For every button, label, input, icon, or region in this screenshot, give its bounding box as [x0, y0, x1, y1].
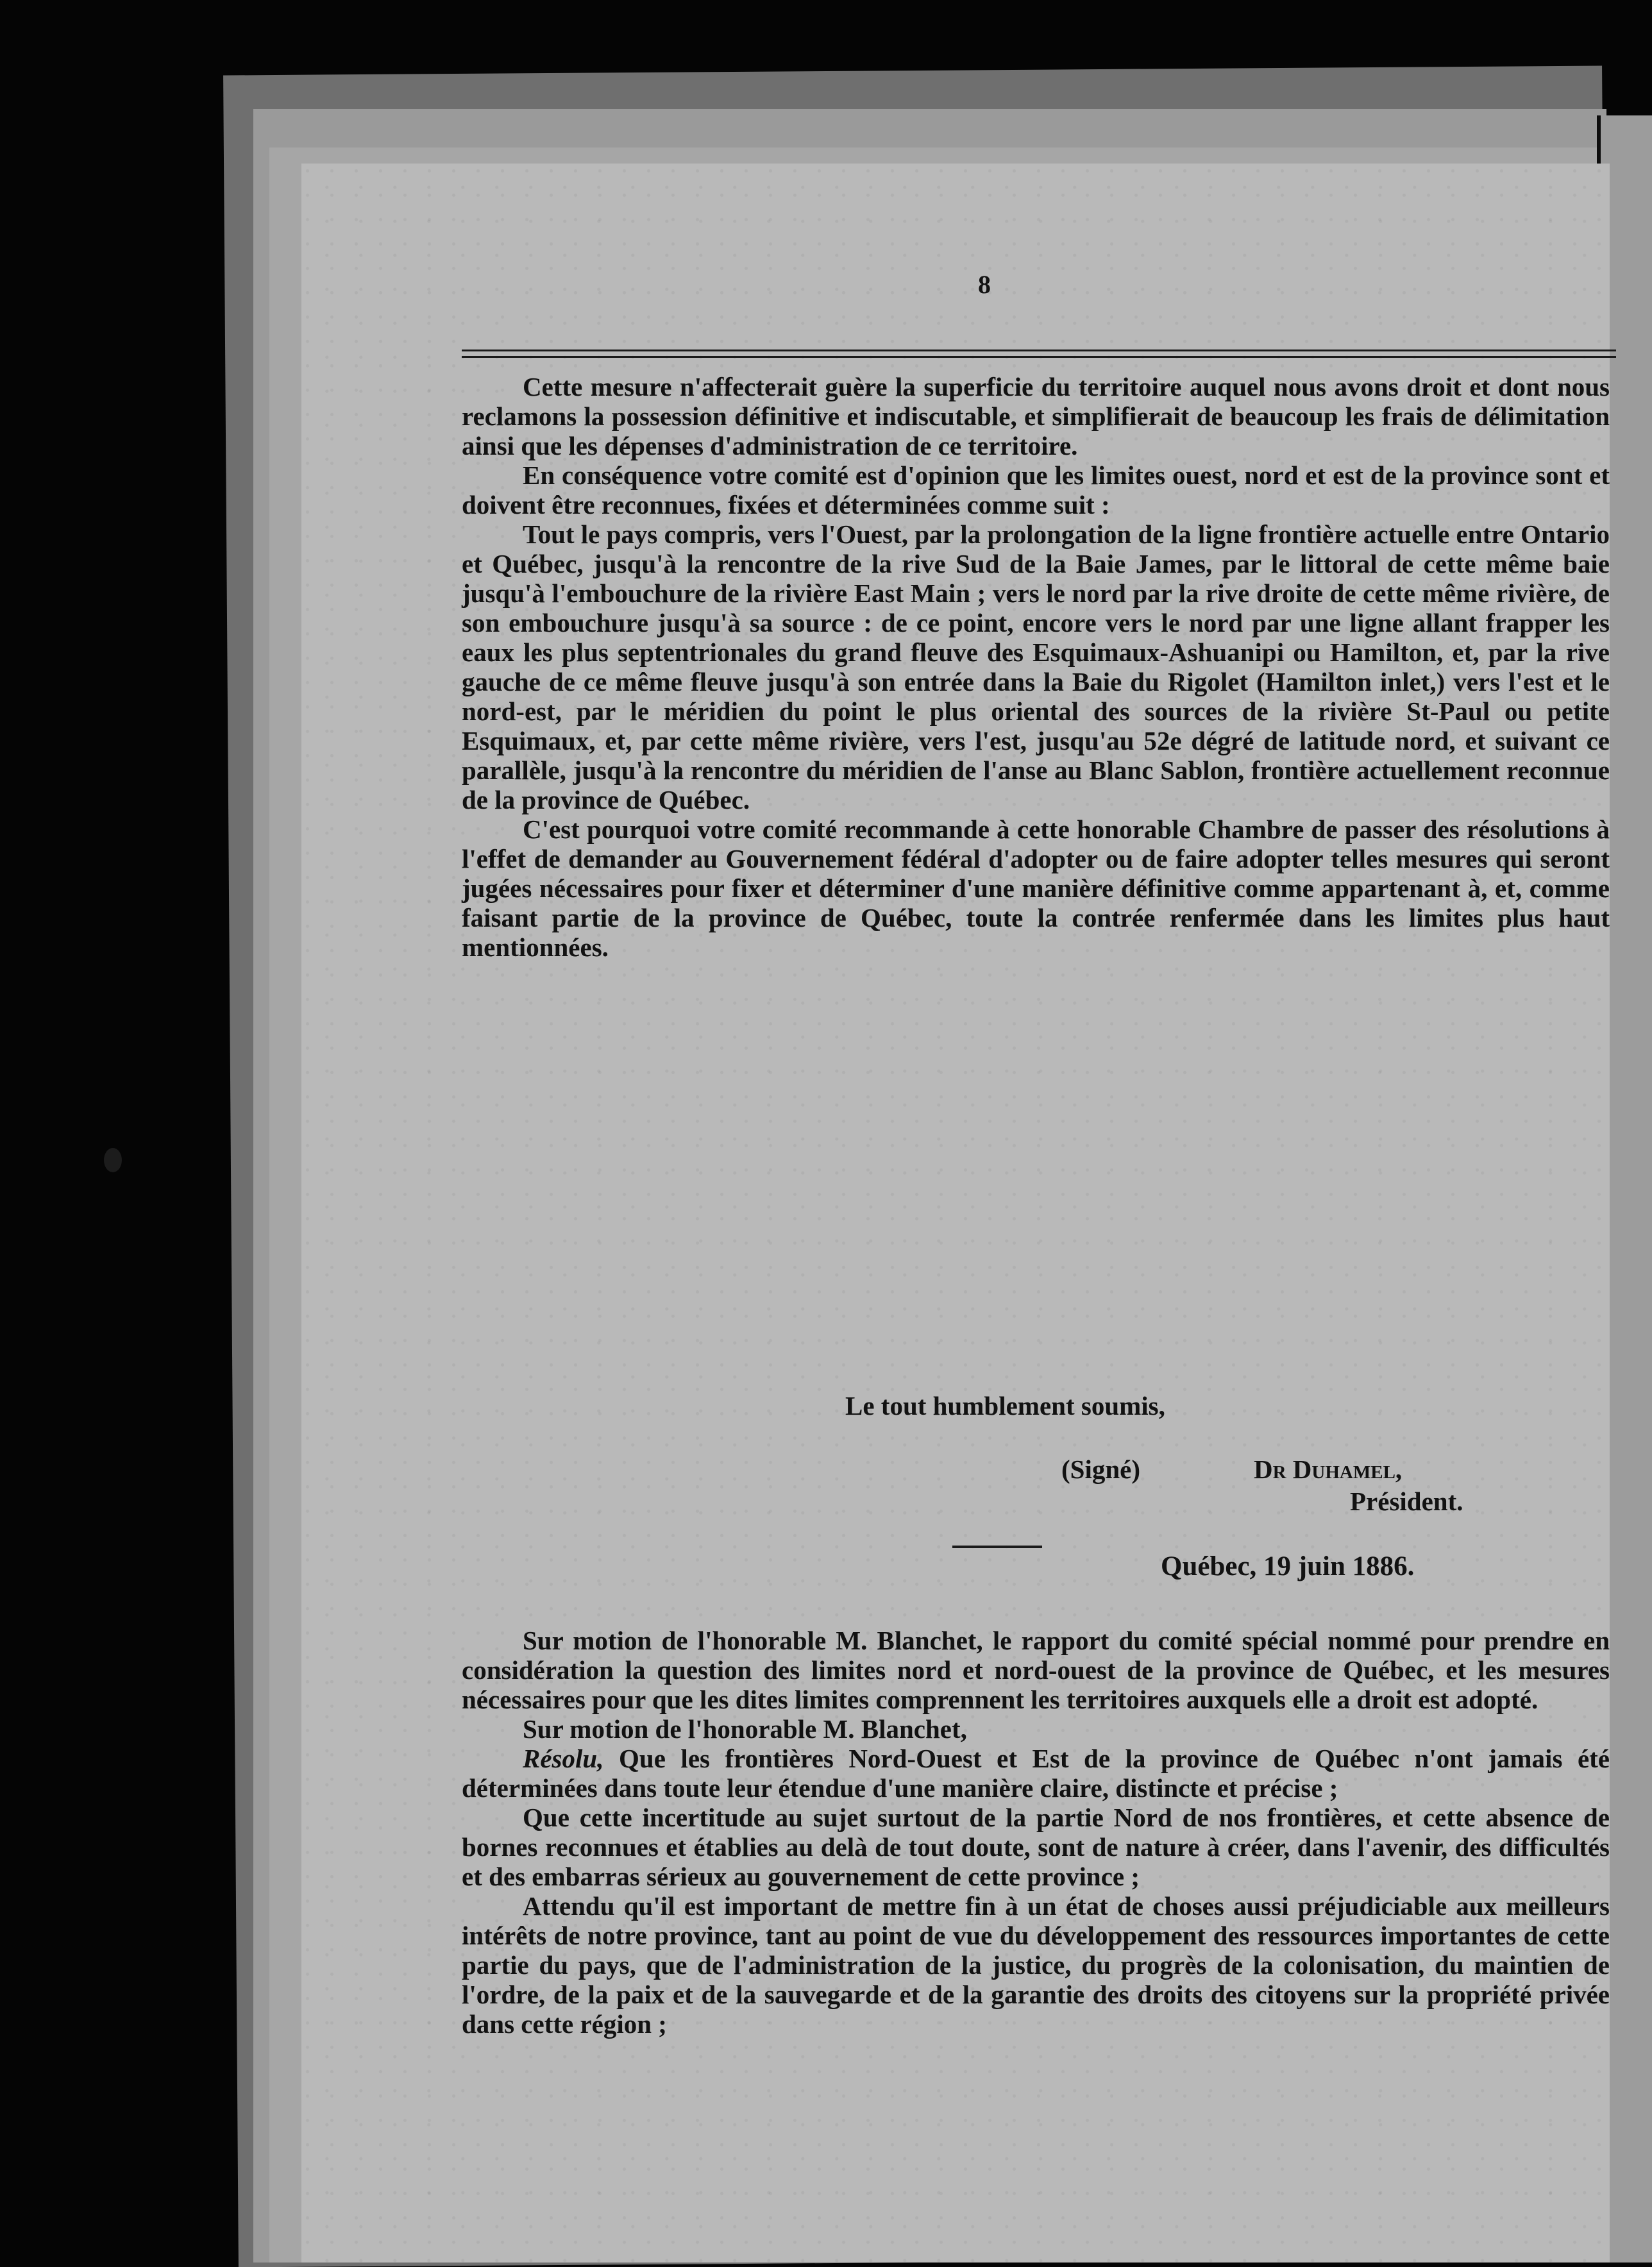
header-rule-top	[462, 350, 1616, 351]
report-body	[462, 372, 1610, 962]
paragraph-2: En conséquence votre comité est d'opinion que les limites ouest, nord et est de la province sont et doivent être reconnues, fixées et déterminées comme suit :	[462, 460, 1610, 519]
signer-title: Président.	[1350, 1487, 1463, 1516]
resolu-label: Résolu,	[523, 1744, 604, 1773]
motion-paragraph-3	[462, 1744, 1610, 1803]
dateline: Québec, 19 juin 1886.	[1161, 1551, 1415, 1581]
closing-line: Le tout humblement soumis,	[845, 1391, 1165, 1420]
motion-paragraph-5: Attendu qu'il est important de mettre fin à un état de choses aussi préjudiciable aux meilleurs intérêts de notre province, tant au point de vue du développement des ressources importantes de cette partie du pays, que de l'administration de la justice, du progrès de la colonisation, du maintien de l'ordre, de la paix et de la sauvegarde et de la garantie des droits des citoyens sur la propriété privée dans cette région ;	[462, 1891, 1610, 2039]
motion-paragraph-2: Sur motion de l'honorable M. Blanchet,	[523, 1714, 967, 1744]
paragraph-1: Cette mesure n'affecterait guère la superficie du territoire auquel nous avons droit et dont nous reclamons la possession définitive et indiscutable, et simplifierait de beaucoup les frais de délimitation ainsi que les dépenses d'administration de ce territoire.	[462, 372, 1610, 460]
signed-label: (Signé)	[1061, 1454, 1140, 1484]
resolution-text: Que les frontières Nord-Ouest et Est de la province de Québec n'ont jamais été déterminées dans toute leur étendue d'une manière claire, distincte et précise ;	[462, 1744, 1610, 1803]
paragraph-4: C'est pourquoi votre comité recommande à cette honorable Chambre de passer des résolutions à l'effet de demander au Gouvernement fédéral d'adopter ou de faire adopter telles mesures qui seront jugées nécessaires pour fixer et déterminer d'une manière définitive comme appartenant à, et, comme faisant partie de la province de Québec, toute la contrée renfermée dans les limites plus haut mentionnées.	[462, 814, 1610, 962]
paragraph-3: Tout le pays compris, vers l'Ouest, par la prolongation de la ligne frontière actuelle entre Ontario et Québec, jusqu'à la rencontre de la rive Sud de la Baie James, par le littoral de cette même baie jusqu'à l'embouchure de la rivière East Main ; vers le nord par la rive droite de cette même rivière, de son embouchure jusqu'à sa source : de ce point, encore vers le nord par une ligne allant frapper les eaux les plus septentrionales du grand fleuve des Esquimaux-Ashuanipi ou Hamilton, et, par la rive gauche de ce même fleuve jusqu'à son entrée dans la Baie du Rigolet (Hamilton inlet,) vers l'est et le nord-est, par le méridien du point le plus oriental des sources de la rivière St-Paul ou petite Esquimaux, et, par cette même rivière, vers l'est, jusqu'au 52e dégré de latitude nord, et suivant ce parallèle, jusqu'à la rencontre du méridien de l'anse au Blanc Sablon, frontière actuellement reconnue de la province de Québec.	[462, 519, 1610, 814]
motion-paragraph-4: Que cette incertitude au sujet surtout de la partie Nord de nos frontières, et cette absence de bornes reconnues et établies au delà de tout doute, sont de nature à créer, dans l'avenir, des difficultés et des embarras sérieux au gouvernement de cette province ;	[462, 1803, 1610, 1891]
motion-paragraph-1: Sur motion de l'honorable M. Blanchet, le rapport du comité spécial nommé pour prendre en considération la question des limites nord et nord-ouest de la province de Québec, et les mesures nécessaires pour que les dites limites comprennent les territoires auxquels elle a droit est adopté.	[462, 1626, 1610, 1714]
header-rule-bottom	[462, 356, 1616, 358]
ink-blot	[104, 1148, 122, 1172]
signer-name: Dr Duhamel,	[1254, 1454, 1403, 1484]
page-number: 8	[978, 270, 991, 299]
motion-body	[462, 1626, 1610, 2039]
document-page	[301, 164, 1610, 2263]
section-separator	[952, 1546, 1042, 1548]
